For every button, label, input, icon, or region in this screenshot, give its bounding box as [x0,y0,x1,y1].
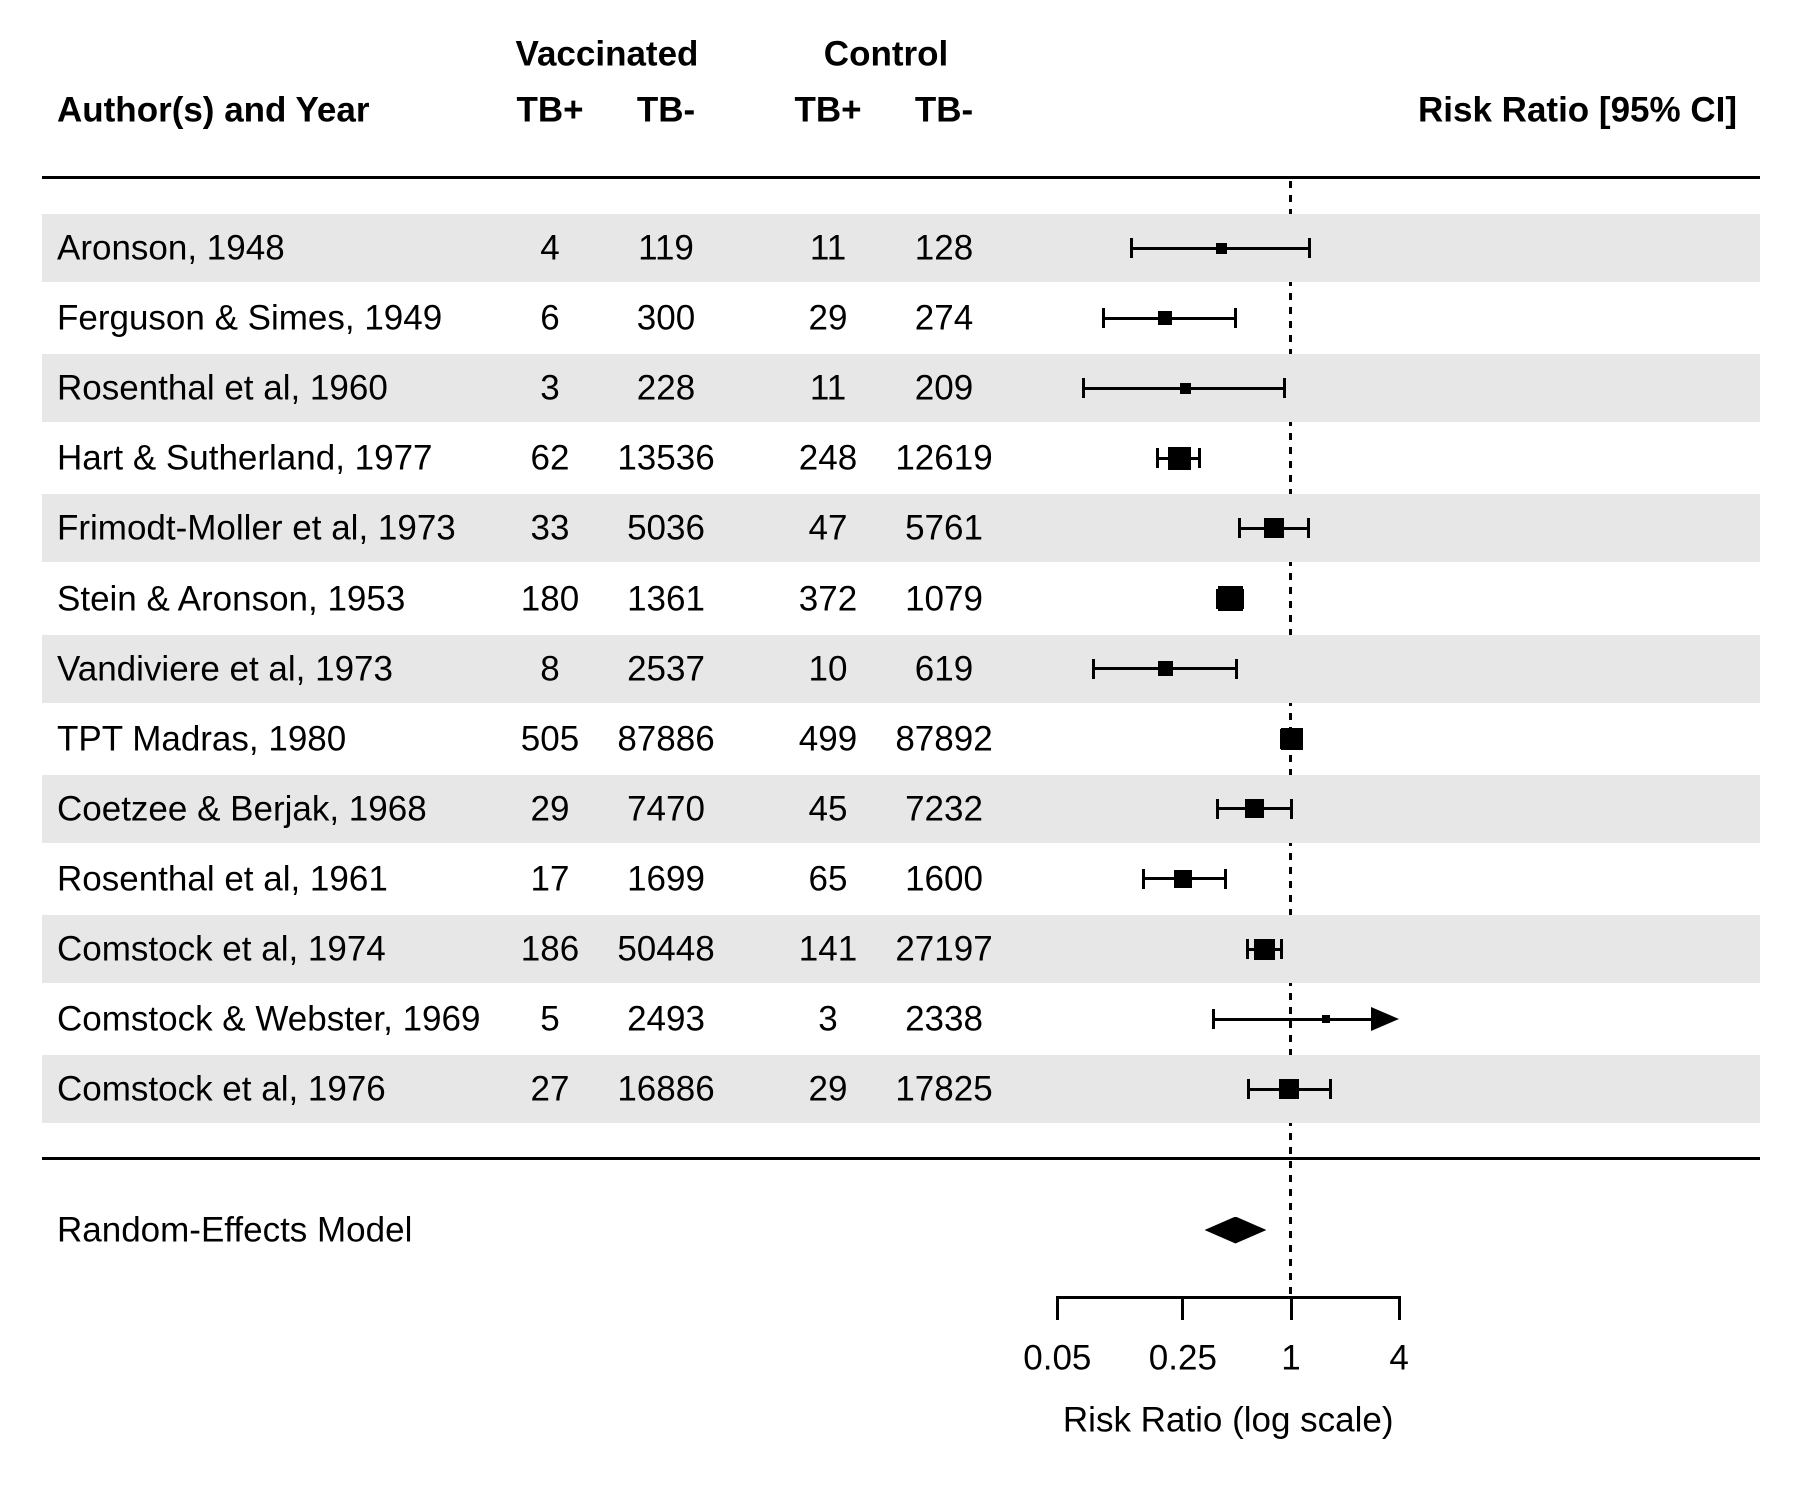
ci-cap-right [1235,659,1238,679]
study-vac-tbpos-value: 33 [530,508,570,548]
study-ctl-tbneg-value: 17825 [895,1069,993,1109]
x-axis-tick [1181,1296,1184,1320]
study-vac-tbpos-value: 505 [520,719,580,759]
study-author-label: Stein & Aronson, 1953 [57,579,406,618]
study-ctl-tbneg-value: 274 [914,298,974,338]
ci-cap-right [1283,378,1286,398]
study-author-label: TPT Madras, 1980 [57,719,347,759]
study-ctl-tbpos-value: 372 [798,579,858,618]
study-vac-tbpos-value: 3 [540,368,560,408]
study-ctl-tbneg-value: 619 [914,649,974,689]
study-author-label: Frimodt-Moller et al, 1973 [57,508,456,548]
ci-cap-right [1280,939,1283,959]
study-ctl-tbneg-value: 2338 [905,999,983,1039]
study-vac-tbpos-value: 6 [540,298,560,338]
x-axis-tick [1056,1296,1059,1320]
x-axis-tick [1290,1296,1293,1320]
effect-square [1218,586,1243,611]
study-ctl-tbneg-value: 12619 [895,438,993,478]
effect-square [1254,939,1275,960]
x-axis-title: Risk Ratio (log scale) [1062,1400,1394,1440]
x-axis-line [1056,1296,1401,1299]
study-vac-tbpos-value: 5 [540,999,560,1039]
study-vac-tbneg-value: 13536 [617,438,715,478]
header-rule [42,176,1760,179]
study-ctl-tbpos-value: 65 [808,859,848,899]
summary-diamond [1205,1217,1267,1244]
ci-cap-right [1308,238,1311,258]
subcol-header-ctl-tbpos: TB+ [794,90,862,130]
study-ctl-tbneg-value: 87892 [895,719,993,759]
study-vac-tbneg-value: 2493 [627,999,705,1039]
ci-cap-left [1238,518,1241,538]
study-ctl-tbpos-value: 29 [808,298,848,338]
study-author-label: Rosenthal et al, 1961 [57,859,388,899]
effect-square [1158,311,1172,325]
study-vac-tbneg-value: 50448 [617,929,715,969]
ci-cap-left [1092,659,1095,679]
effect-column-header: Risk Ratio [95% CI] [1418,90,1737,130]
study-ctl-tbpos-value: 29 [808,1069,848,1109]
ci-whisker [1213,1018,1372,1021]
study-ctl-tbpos-value: 248 [798,438,858,478]
x-axis-tick-label: 0.25 [1148,1338,1217,1378]
study-ctl-tbpos-value: 141 [798,929,858,969]
study-vac-tbneg-value: 119 [638,228,694,268]
ci-cap-right [1307,518,1310,538]
ci-cap-right [1198,448,1201,468]
effect-square [1174,870,1192,888]
study-vac-tbpos-value: 17 [530,859,570,899]
ci-cap-left [1082,378,1085,398]
study-vac-tbneg-value: 87886 [617,719,715,759]
summary-label: Random-Effects Model [57,1210,413,1250]
study-ctl-tbpos-value: 3 [818,999,838,1039]
study-vac-tbneg-value: 228 [636,368,696,408]
study-ctl-tbneg-value: 209 [914,368,974,408]
study-ctl-tbpos-value: 10 [808,649,848,689]
effect-square [1216,243,1227,254]
study-vac-tbneg-value: 300 [636,298,696,338]
study-vac-tbpos-value: 180 [520,579,580,618]
study-vac-tbneg-value: 1699 [627,859,705,899]
study-ctl-tbneg-value: 1600 [905,859,983,899]
study-ctl-tbneg-value: 1079 [905,579,983,618]
study-ctl-tbpos-value: 47 [808,508,848,548]
study-author-label: Comstock & Webster, 1969 [57,999,481,1039]
effect-square [1264,518,1284,538]
study-ctl-tbpos-value: 11 [809,228,847,268]
ci-cap-left [1156,448,1159,468]
ci-cap-left [1216,799,1219,819]
summary-rule [42,1157,1760,1160]
subcol-header-ctl-tbneg: TB- [914,90,974,130]
study-vac-tbneg-value: 2537 [627,649,705,689]
ci-cap-left [1212,1009,1215,1029]
study-vac-tbpos-value: 29 [530,789,570,829]
ci-arrow-right [1371,1007,1399,1031]
study-author-label: Vandiviere et al, 1973 [57,649,393,689]
x-axis-tick-label: 0.05 [1023,1338,1092,1378]
x-axis-tick-label: 1 [1281,1338,1301,1378]
study-author-label: Coetzee & Berjak, 1968 [57,789,427,829]
subcol-header-vac-tbneg: TB- [636,90,696,130]
study-ctl-tbpos-value: 499 [798,719,858,759]
study-vac-tbneg-value: 5036 [627,508,705,548]
study-vac-tbpos-value: 4 [540,228,560,268]
study-vac-tbpos-value: 62 [530,438,570,478]
effect-square [1168,447,1191,470]
effect-square [1279,1079,1299,1099]
study-vac-tbpos-value: 27 [530,1069,570,1109]
study-vac-tbneg-value: 16886 [617,1069,715,1109]
study-author-label: Comstock et al, 1976 [57,1069,386,1109]
study-author-label: Comstock et al, 1974 [57,929,386,969]
ci-cap-left [1142,869,1145,889]
effect-square [1180,383,1191,394]
study-ctl-tbneg-value: 7232 [905,789,983,829]
ci-cap-right [1234,308,1237,328]
study-author-label: Aronson, 1948 [57,228,285,268]
ci-cap-left [1130,238,1133,258]
x-axis-tick [1398,1296,1401,1320]
study-ctl-tbneg-value: 27197 [895,929,993,969]
ci-cap-right [1329,1079,1332,1099]
author-column-header: Author(s) and Year [57,90,370,130]
ci-cap-right [1290,799,1293,819]
study-author-label: Rosenthal et al, 1960 [57,368,388,408]
group-header-control: Control [823,34,949,74]
group-header-vaccinated: Vaccinated [515,34,699,74]
row-shading-band [42,214,1760,282]
effect-square [1158,661,1173,676]
effect-square [1281,728,1303,750]
study-ctl-tbneg-value: 5761 [905,508,983,548]
study-vac-tbneg-value: 1361 [627,579,705,618]
ci-cap-left [1247,1079,1250,1099]
effect-square [1322,1015,1330,1023]
subcol-header-vac-tbpos: TB+ [516,90,584,130]
ci-cap-left [1102,308,1105,328]
study-vac-tbpos-value: 8 [540,649,560,689]
study-ctl-tbpos-value: 45 [808,789,848,829]
study-vac-tbpos-value: 186 [520,929,580,969]
study-ctl-tbneg-value: 128 [914,228,974,268]
effect-square [1245,799,1264,818]
ci-cap-right [1224,869,1227,889]
study-ctl-tbpos-value: 11 [809,368,847,408]
study-author-label: Hart & Sutherland, 1977 [57,438,433,478]
study-vac-tbneg-value: 7470 [627,789,705,829]
ci-cap-left [1246,939,1249,959]
x-axis-tick-label: 4 [1389,1338,1409,1378]
study-author-label: Ferguson & Simes, 1949 [57,298,443,338]
